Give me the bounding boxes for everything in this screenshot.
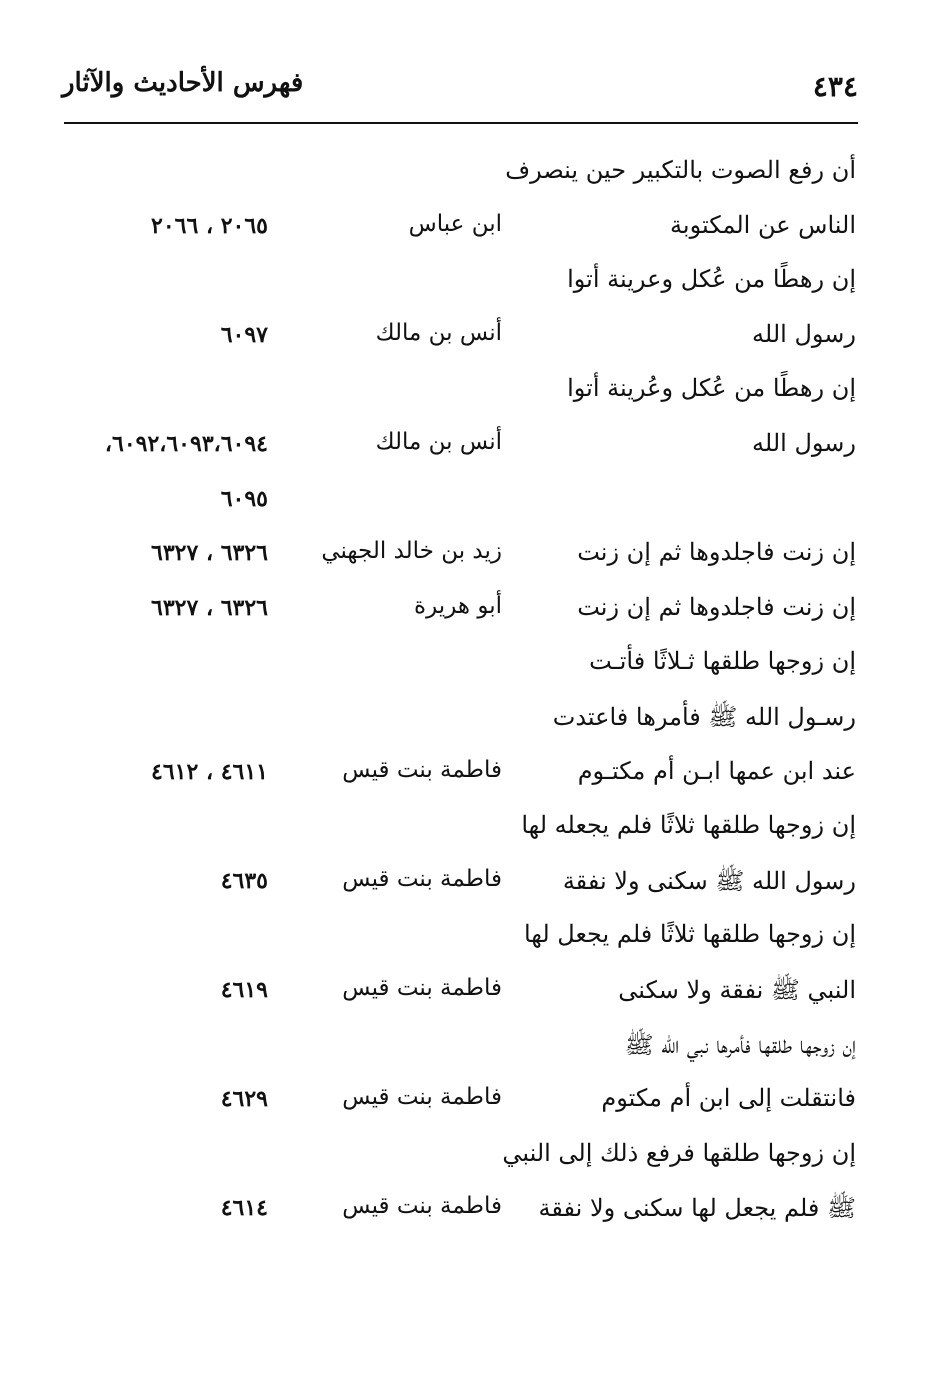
index-row [0,203,932,258]
index-row [0,476,932,531]
narrator: فاطمة بنت قيس [342,1193,502,1220]
hadith-text: إن رهطًا من عُكل وعرينة أتوا [567,265,856,294]
hadith-numbers: ٤٦٣٥ [220,867,268,894]
narrator: أنس بن مالك [375,428,502,455]
hadith-text: رسـول الله ﷺ فأمرها فاعتدت [552,702,856,731]
index-row [0,694,932,749]
hadith-text: إن زوجها طلقها ثلاثًا فلم يجعل لها [523,920,856,949]
index-row [0,585,932,640]
hadith-text: إن زنت فاجلدوها ثم إن زنت [577,538,856,567]
hadith-numbers: ٦٣٢٦ ، ٦٣٢٧ [151,540,268,567]
hadith-text: فانتقلت إلى ابن أم مكتوم [601,1084,856,1113]
hadith-numbers: ٦٣٢٦ ، ٦٣٢٧ [151,594,268,621]
hadith-text: إن زنت فاجلدوها ثم إن زنت [577,592,856,621]
index-row [0,858,932,913]
index-row [0,257,932,312]
index-row [0,421,932,476]
hadith-numbers: ٤٦١٤ [220,1195,268,1222]
index-row [0,967,932,1022]
narrator: زيد بن خالد الجهني [321,538,502,565]
narrator: أبو هريرة [414,592,502,619]
index-row [0,312,932,367]
hadith-numbers: ٤٦١١ ، ٤٦١٢ [151,758,268,785]
hadith-numbers: ٦٠٩٥ [220,485,268,512]
hadith-text: إن زوجها طلقها ثلاثًا فلم يجعله لها [521,811,856,840]
hadith-text: إن رهطًا من عُكل وعُرينة أتوا [567,374,856,403]
page-title: فهرس الأحاديث والآثار [62,68,304,98]
hadith-text: رسول الله [752,319,856,348]
index-row [0,1076,932,1131]
index-row [0,912,932,967]
page-number: ٤٣٤ [812,70,858,103]
index-row [0,1022,932,1077]
index-row [0,749,932,804]
hadith-numbers: ٢٠٦٥ ، ٢٠٦٦ [151,212,268,239]
hadith-numbers: ٤٦١٩ [220,976,268,1003]
hadith-numbers: ٤٦٢٩ [220,1086,268,1113]
header-divider [64,122,858,124]
narrator: أنس بن مالك [375,319,502,346]
hadith-text: ﷺ فلم يجعل لها سكنى ولا نفقة [538,1194,856,1223]
index-row [0,148,932,203]
hadith-text: إن زوجها طلقها فرفع ذلك إلى النبي [502,1138,856,1167]
narrator: ابن عباس [408,210,502,237]
narrator: فاطمة بنت قيس [342,1084,502,1111]
narrator: فاطمة بنت قيس [342,865,502,892]
hadith-text: النبي ﷺ نفقة ولا سكنى [618,975,856,1004]
index-row [0,803,932,858]
index-row [0,1185,932,1240]
index-row [0,1131,932,1186]
hadith-text: أن رفع الصوت بالتكبير حين ينصرف [505,156,856,184]
index-row [0,639,932,694]
hadith-index-list [0,148,932,1240]
hadith-text: إن زوجها طلقها فأمرها نبي الله ﷺ [624,1030,856,1059]
hadith-text: رسول الله ﷺ سكنى ولا نفقة [562,866,856,895]
narrator: فاطمة بنت قيس [342,756,502,783]
hadith-text: الناس عن المكتوبة [670,210,856,239]
page-header [62,62,858,112]
hadith-numbers: ٦٠٩٢،٦٠٩٣،٦٠٩٤، [104,430,268,457]
narrator: فاطمة بنت قيس [342,974,502,1001]
hadith-text: عند ابن عمها ابـن أم مكتـوم [577,756,856,785]
index-row [0,530,932,585]
hadith-text: رسول الله [752,428,856,457]
hadith-numbers: ٦٠٩٧ [220,321,268,348]
hadith-text: إن زوجها طلقها ثـلاثًا فأتـت [589,647,856,676]
index-row [0,366,932,421]
